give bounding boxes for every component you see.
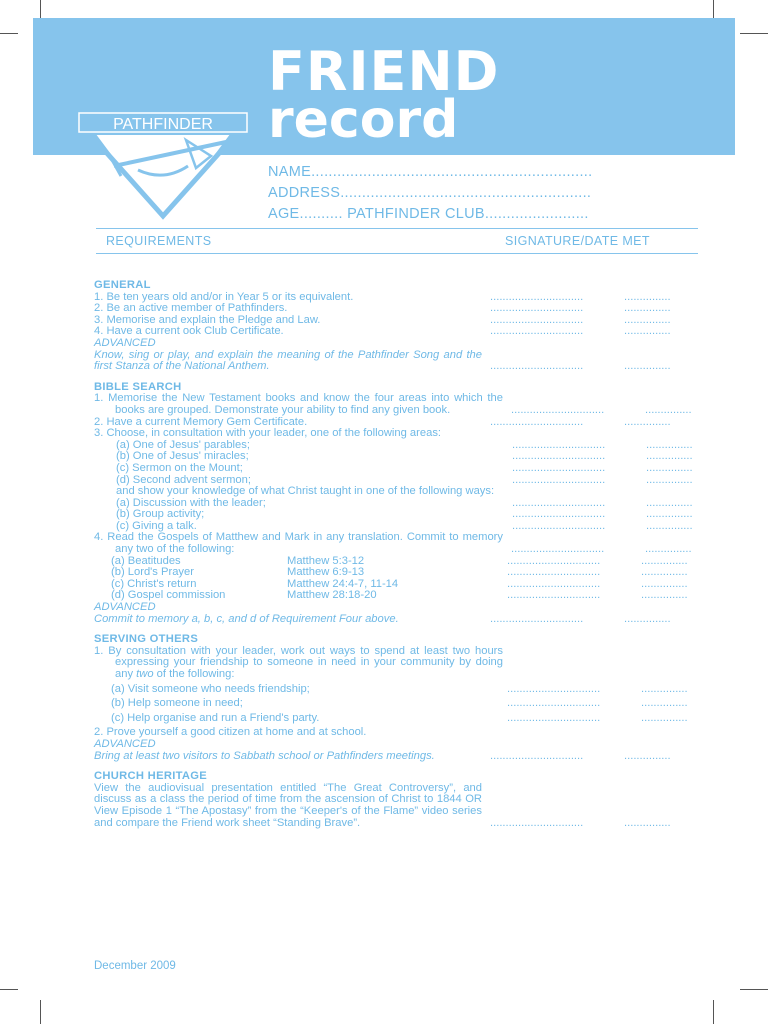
signature-line[interactable]: .............................. <box>511 404 605 416</box>
date-line[interactable]: ............... <box>641 578 688 590</box>
signature-line[interactable]: .............................. <box>490 613 584 625</box>
advanced-text: Bring at least two visitors to Sabbath school or Pathfinders meetings. <box>94 749 435 762</box>
requirement-row <box>94 727 700 739</box>
requirement-row <box>94 751 700 763</box>
requirement-text: 4. Read the Gospels of Matthew and Mark in any translation. Commit to memory any two of the following: <box>94 531 503 556</box>
requirement-text: and show your knowledge of what Christ taught in one of the following ways: <box>116 485 495 498</box>
requirement-text: (b) Group activity; <box>116 508 205 521</box>
advanced-text: Commit to memory a, b, c, and d of Requirement Four above. <box>94 612 399 625</box>
requirements-list <box>94 280 700 829</box>
date-line[interactable]: ............... <box>624 416 671 428</box>
signature-line[interactable]: .............................. <box>490 326 584 338</box>
requirement-row <box>94 393 700 416</box>
requirement-row <box>94 326 700 338</box>
requirement-text: (b) Help someone in need; <box>111 697 243 710</box>
signature-line[interactable]: .............................. <box>490 291 584 303</box>
date-line[interactable]: ............... <box>624 303 671 315</box>
passage-reference: Matthew 5:3-12 <box>287 554 365 567</box>
section-heading-bible-search: BIBLE SEARCH <box>94 380 182 393</box>
signature-column-header: SIGNATURE/DATE MET <box>505 234 650 248</box>
emblem-text: PATHFINDER <box>113 116 213 133</box>
requirement-text: View the audiovisual presentation entitled “The Great Controversy”, and discuss as a class the period of time from the ascension of Christ to 1844 OR View Episode 1 “The Apostasy” from the “Keeper's of the Flame” video series and compare the Friend work sheet “Standing Brave”. <box>94 781 482 829</box>
requirement-text: 1. By consultation with your leader, work out ways to spend at least two hours expressing your friendship to someone in need in your community by doing any two of the following: <box>94 644 503 680</box>
requirement-text: (b) One of Jesus' miracles; <box>116 450 249 463</box>
signature-line[interactable]: .............................. <box>512 520 606 532</box>
signature-line[interactable]: .............................. <box>512 462 606 474</box>
section-heading-church-heritage: CHURCH HERITAGE <box>94 770 208 783</box>
section-heading-general: GENERAL <box>94 279 151 291</box>
crop-mark <box>740 989 768 990</box>
crop-mark <box>0 33 18 34</box>
crop-mark <box>40 0 41 18</box>
date-line[interactable]: ............... <box>646 439 693 451</box>
requirement-row <box>94 486 700 498</box>
date-line[interactable]: ............... <box>624 750 671 762</box>
requirement-text: (c) Giving a talk. <box>116 519 197 532</box>
requirement-row <box>94 614 700 626</box>
requirement-text: 3. Choose, in consultation with your leader, one of the following areas: <box>94 427 442 440</box>
footer-date: December 2009 <box>94 960 176 972</box>
signature-line[interactable]: .............................. <box>507 590 601 602</box>
requirement-text: (d) Second advent sermon; <box>116 473 251 486</box>
date-line[interactable]: ............... <box>646 474 693 486</box>
requirements-column-header: REQUIREMENTS <box>106 234 212 248</box>
pathfinder-emblem <box>76 98 256 228</box>
advanced-label: ADVANCED <box>94 737 156 750</box>
signature-line[interactable]: .............................. <box>490 817 584 829</box>
title-friend: FRIEND <box>268 40 500 103</box>
requirement-text: 4. Have a current ook Club Certificate. <box>94 325 284 338</box>
passage-name: (b) Lord's Prayer <box>111 566 194 579</box>
requirement-row <box>94 783 700 829</box>
signature-line[interactable]: .............................. <box>512 451 606 463</box>
requirement-row <box>94 428 700 440</box>
date-line[interactable]: ............... <box>645 404 692 416</box>
age-club-field[interactable]: AGE.......... PATHFINDER CLUB........................ <box>268 206 589 222</box>
passage-reference: Matthew 6:9-13 <box>287 566 365 579</box>
date-line[interactable]: ............... <box>646 451 693 463</box>
requirement-row <box>94 698 700 710</box>
date-line[interactable]: ............... <box>624 326 671 338</box>
date-line[interactable]: ............... <box>624 613 671 625</box>
requirement-text: (a) Visit someone who needs friendship; <box>111 682 310 695</box>
requirement-text: 2. Have a current Memory Gem Certificate. <box>94 415 308 428</box>
requirement-row <box>94 350 700 373</box>
signature-line[interactable]: .............................. <box>490 361 584 373</box>
section-heading-serving-others: SERVING OTHERS <box>94 633 199 646</box>
date-line[interactable]: ............... <box>624 817 671 829</box>
requirement-text: 1. Memorise the New Testament books and know the four areas into which the books are grouped. Demonstrate your ability to find any given book. <box>94 392 503 416</box>
date-line[interactable]: ............... <box>646 462 693 474</box>
crop-mark <box>713 0 714 18</box>
signature-line[interactable]: .............................. <box>507 555 601 567</box>
date-line[interactable]: ............... <box>624 361 671 373</box>
requirement-text: 2. Be an active member of Pathfinders. <box>94 302 288 315</box>
date-line[interactable]: ............... <box>646 520 693 532</box>
signature-line[interactable]: .............................. <box>512 474 606 486</box>
signature-line[interactable]: .............................. <box>512 509 606 521</box>
signature-line[interactable]: .............................. <box>507 712 601 724</box>
passage-reference: Matthew 28:18-20 <box>287 589 377 602</box>
signature-line[interactable]: .............................. <box>507 578 601 590</box>
signature-line[interactable]: .............................. <box>490 314 584 326</box>
passage-name: (c) Christ's return <box>111 577 197 590</box>
header-rule-bottom <box>96 253 698 254</box>
requirement-text: 3. Memorise and explain the Pledge and Law. <box>94 313 321 326</box>
header-rule-top <box>96 228 698 229</box>
name-field[interactable]: NAME................................................................. <box>268 164 593 180</box>
passage-name: (a) Beatitudes <box>111 554 181 567</box>
date-line[interactable]: ............... <box>624 314 671 326</box>
signature-line[interactable]: .............................. <box>512 439 606 451</box>
requirement-row <box>94 590 700 602</box>
date-line[interactable]: ............... <box>624 291 671 303</box>
requirement-text: (a) One of Jesus' parables; <box>116 438 250 451</box>
crop-mark <box>40 1000 41 1024</box>
signature-line[interactable]: .............................. <box>512 497 606 509</box>
date-line[interactable]: ............... <box>641 698 688 710</box>
date-line[interactable]: ............... <box>645 544 692 556</box>
date-line[interactable]: ............... <box>641 590 688 602</box>
passage-name: (d) Gospel commission <box>111 589 226 602</box>
signature-line[interactable]: .............................. <box>507 567 601 579</box>
date-line[interactable]: ............... <box>646 509 693 521</box>
date-line[interactable]: ............... <box>641 567 688 579</box>
requirement-row <box>94 532 700 555</box>
signature-line[interactable]: .............................. <box>507 683 601 695</box>
requirement-text: (a) Discussion with the leader; <box>116 496 266 509</box>
requirement-row <box>94 713 700 725</box>
requirement-text: 2. Prove yourself a good citizen at home and at school. <box>94 726 367 739</box>
requirement-row <box>94 463 700 475</box>
advanced-label: ADVANCED <box>94 336 156 349</box>
passage-reference: Matthew 24:4-7, 11-14 <box>287 577 399 590</box>
date-line[interactable]: ............... <box>641 555 688 567</box>
advanced-text: Know, sing or play, and explain the meaning of the Pathfinder Song and the first Stanza of the National Anthem. <box>94 348 482 373</box>
signature-line[interactable]: .............................. <box>507 698 601 710</box>
requirement-row <box>94 646 700 681</box>
requirement-text: (c) Help organise and run a Friend's party. <box>111 711 320 724</box>
date-line[interactable]: ............... <box>646 497 693 509</box>
signature-line[interactable]: .............................. <box>490 303 584 315</box>
crop-mark <box>713 1000 714 1024</box>
requirement-row <box>94 684 700 696</box>
address-field[interactable]: ADDRESS.......................................................... <box>268 185 592 201</box>
requirement-text: 1. Be ten years old and/or in Year 5 or its equivalent. <box>94 290 354 303</box>
requirement-text: (c) Sermon on the Mount; <box>116 461 243 474</box>
signature-line[interactable]: .............................. <box>511 544 605 556</box>
title-record: record <box>268 90 459 150</box>
signature-line[interactable]: .............................. <box>490 750 584 762</box>
advanced-label: ADVANCED <box>94 601 156 614</box>
date-line[interactable]: ............... <box>641 712 688 724</box>
crop-mark <box>0 989 18 990</box>
date-line[interactable]: ............... <box>641 683 688 695</box>
signature-line[interactable]: .............................. <box>490 416 584 428</box>
crop-mark <box>740 33 768 34</box>
